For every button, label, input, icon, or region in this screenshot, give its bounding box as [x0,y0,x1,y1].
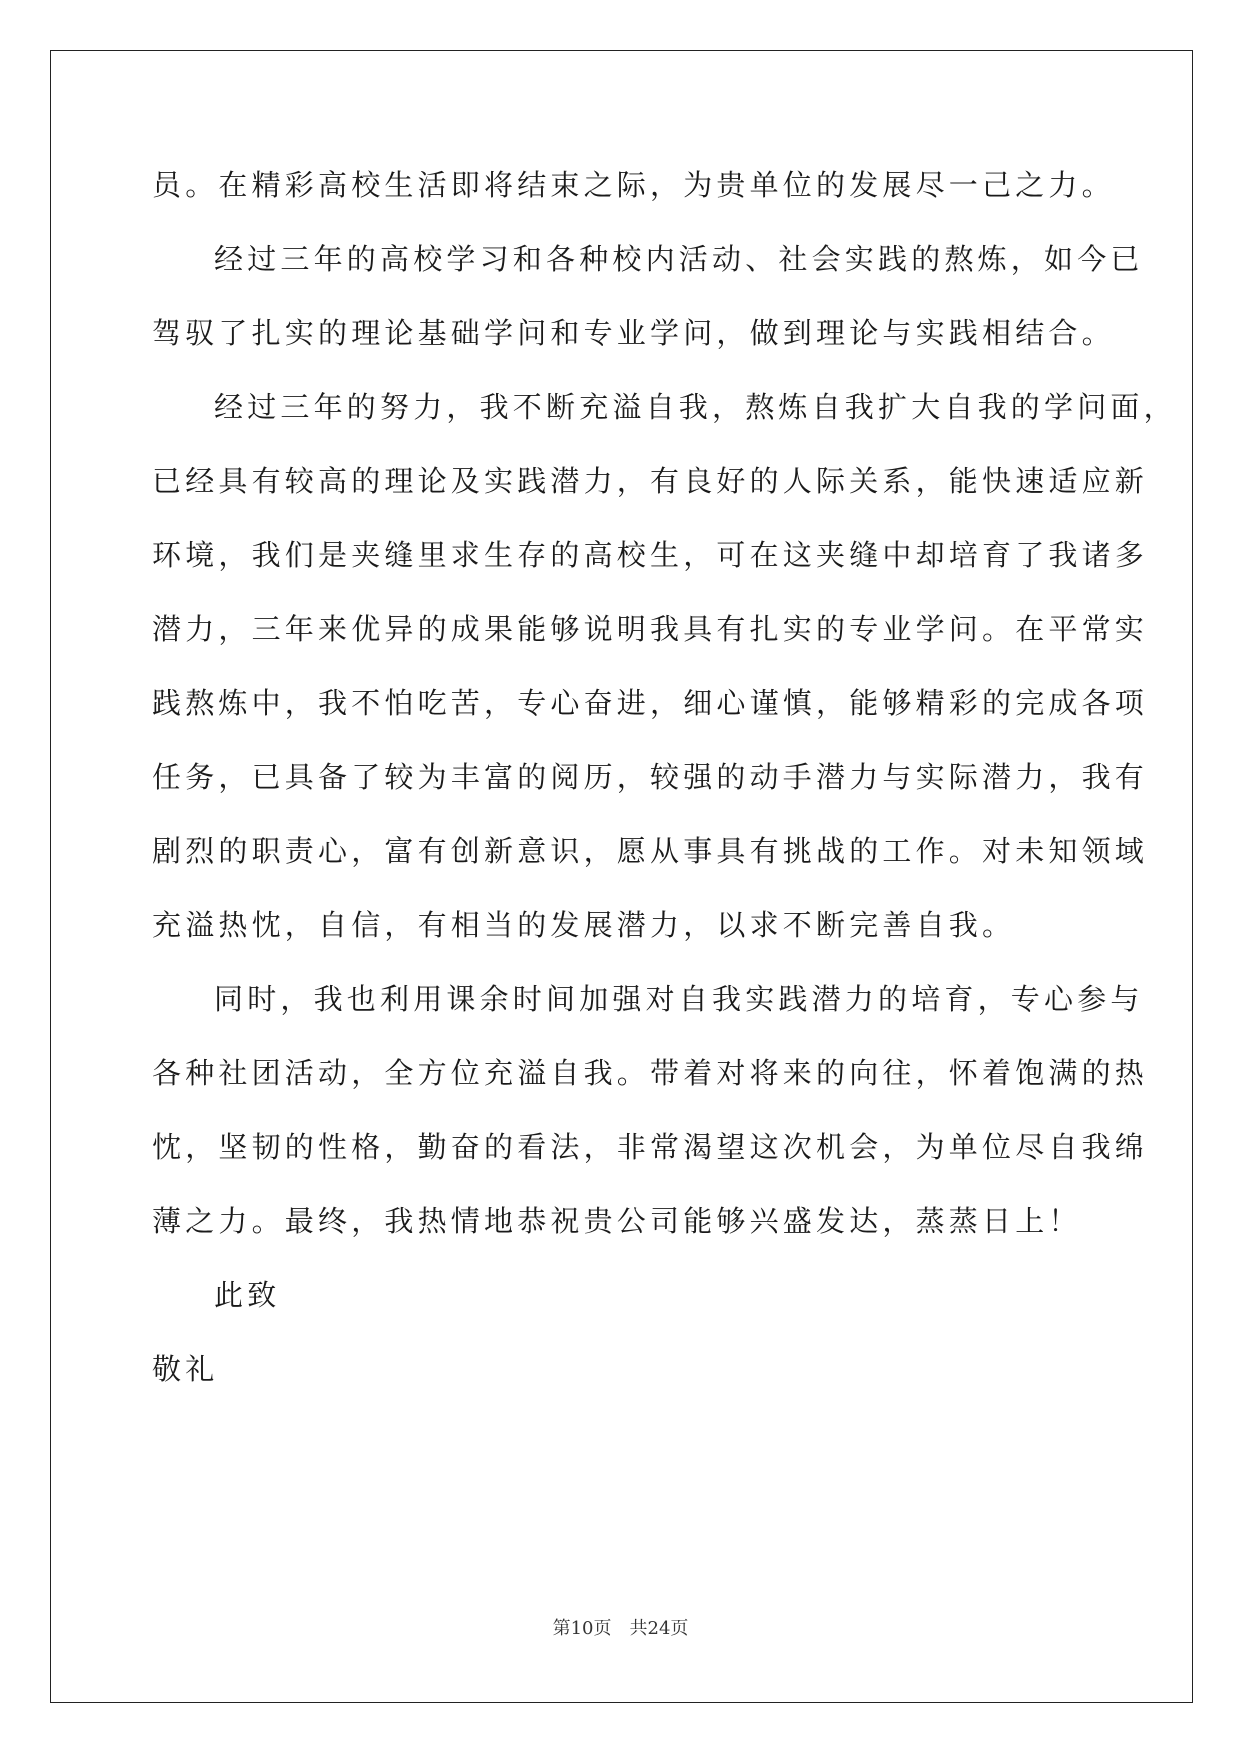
paragraph-line: 充溢热忱，自信，有相当的发展潜力，以求不断完善自我。 [152,908,1016,942]
paragraph-line: 潜力，三年来优异的成果能够说明我具有扎实的专业学问。在平常实 [152,612,1149,646]
document-body [152,166,1177,1424]
page-footer [0,1614,1241,1640]
closing-salutation: 此致 [214,1278,281,1312]
paragraph-line: 环境，我们是夹缝里求生存的高校生，可在这夹缝中却培育了我诸多 [152,538,1149,572]
paragraph-line: 任务，已具备了较为丰富的阅历，较强的动手潜力与实际潜力，我有 [152,760,1149,794]
paragraph-line: 剧烈的职责心，富有创新意识，愿从事具有挑战的工作。对未知领域 [152,834,1149,868]
paragraph-line: 薄之力。最终，我热情地恭祝贵公司能够兴盛发达，蒸蒸日上！ [152,1204,1082,1238]
page-number: 第10页 共24页 [552,1618,689,1639]
paragraph-line: 各种社团活动，全方位充溢自我。带着对将来的向往，怀着饱满的热 [152,1056,1149,1090]
paragraph-line: 同时，我也利用课余时间加强对自我实践潜力的培育，专心参与 [214,982,1144,1016]
paragraph-line: 践熬炼中，我不怕吃苦，专心奋进，细心谨慎，能够精彩的完成各项 [152,686,1149,720]
closing-regards: 敬礼 [152,1352,219,1386]
paragraph-line: 经过三年的努力，我不断充溢自我，熬炼自我扩大自我的学问面， [214,390,1177,424]
paragraph-line: 已经具有较高的理论及实践潜力，有良好的人际关系，能快速适应新 [152,464,1149,498]
paragraph-line: 经过三年的高校学习和各种校内活动、社会实践的熬炼，如今已 [214,242,1144,276]
paragraph-line: 员。在精彩高校生活即将结束之际，为贵单位的发展尽一己之力。 [152,168,1115,202]
paragraph-line: 忱，坚韧的性格，勤奋的看法，非常渴望这次机会，为单位尽自我绵 [152,1130,1149,1164]
paragraph-line: 驾驭了扎实的理论基础学问和专业学问，做到理论与实践相结合。 [152,316,1115,350]
